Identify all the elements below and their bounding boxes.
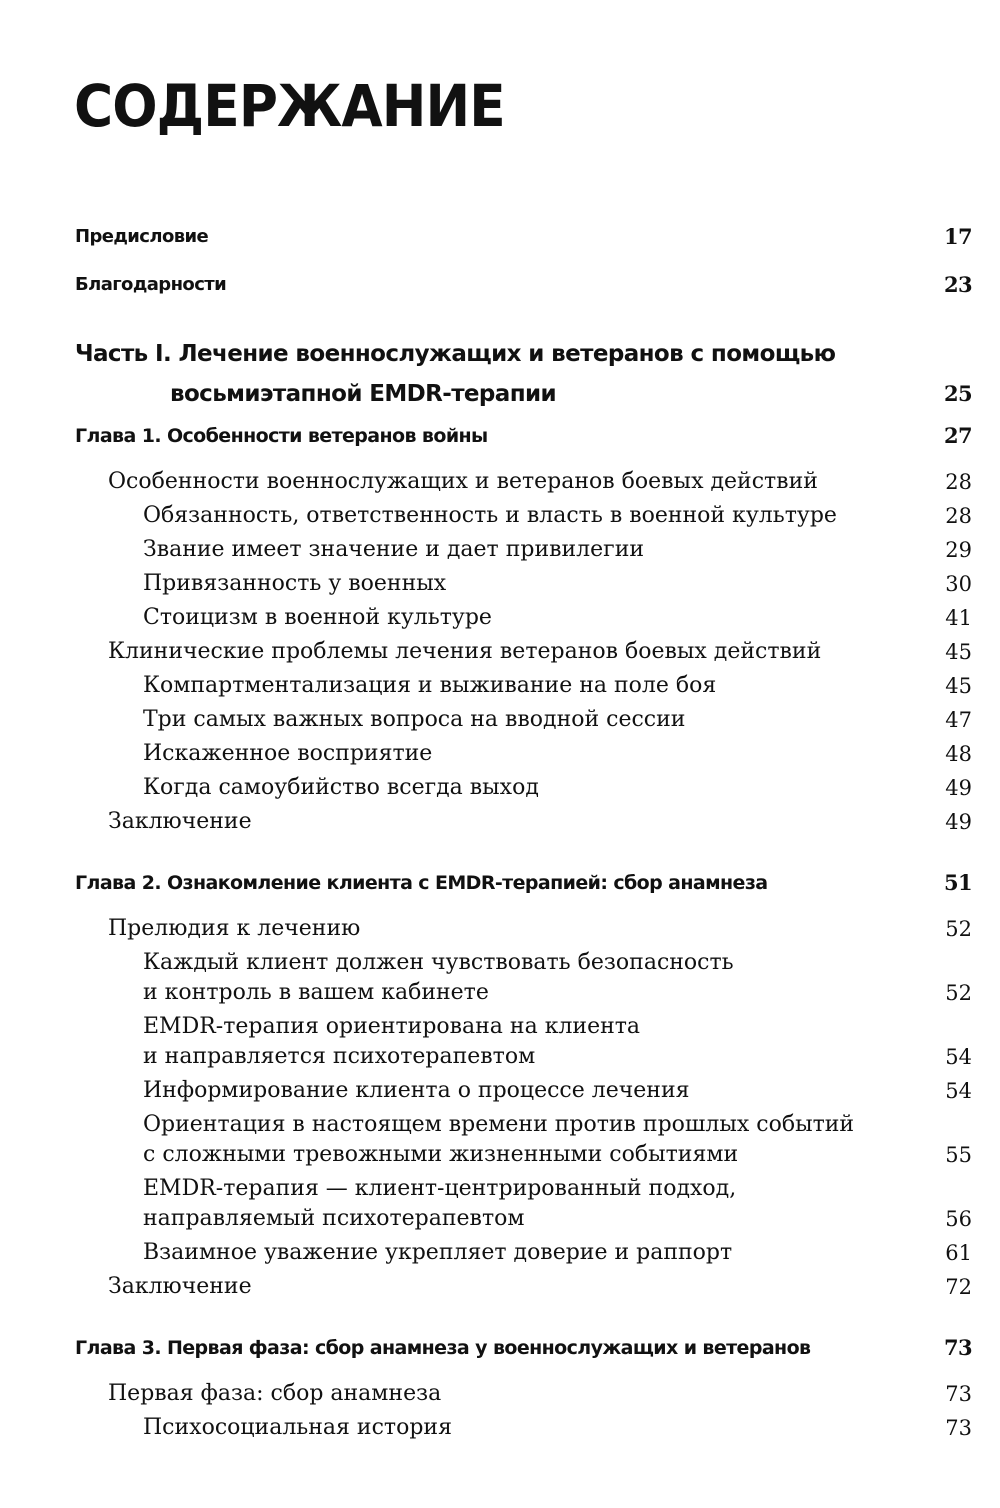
toc-entry-title — [0, 1076, 945, 1106]
toc-page-number: 28 — [945, 504, 972, 528]
toc-entry-line: Заключение — [108, 809, 252, 834]
toc-entry-line: Первая фаза: сбор анамнеза — [108, 1381, 442, 1406]
toc-entry-line: Когда самоубийство всегда выход — [143, 775, 539, 800]
toc-page-number: 29 — [945, 538, 972, 562]
toc-page-number: 55 — [945, 1143, 972, 1167]
toc-page-number: 25 — [943, 381, 972, 406]
toc-entry-line: Клинические проблемы лечения ветеранов боевых действий — [108, 639, 822, 664]
toc-entry-l2[interactable] — [0, 737, 1000, 771]
toc-entry-line: и направляется психотерапевтом — [143, 1044, 536, 1069]
page-title: СОДЕРЖАНИЕ — [74, 72, 505, 140]
toc-entry-line: Привязанность у военных — [143, 571, 447, 596]
toc-page-number: 54 — [945, 1079, 972, 1103]
toc-entry-chapter[interactable] — [0, 421, 1000, 465]
toc-page-number: 30 — [945, 572, 972, 596]
toc-entry-title — [0, 421, 944, 451]
toc-entry-line: Часть I. Лечение военнослужащих и ветеранов с помощью — [75, 341, 836, 367]
toc-page-number: 17 — [943, 224, 972, 249]
toc-entry-line: EMDR-терапия — клиент-центрированный подход, — [143, 1176, 737, 1201]
toc-entry-line: Информирование клиента о процессе лечения — [143, 1078, 690, 1103]
toc-entry-line: и контроль в вашем кабинете — [143, 980, 489, 1005]
toc-page-number: 72 — [945, 1275, 972, 1299]
toc-entry-title — [0, 334, 944, 414]
toc-entry-title — [0, 1238, 945, 1268]
toc-entry-line: Благодарности — [75, 274, 227, 295]
toc-entry-title — [0, 773, 945, 803]
toc-page-number: 41 — [945, 606, 972, 630]
toc-entry-l2[interactable] — [0, 1172, 1000, 1236]
toc-page-number: 52 — [945, 981, 972, 1005]
toc-entry-line: Заключение — [108, 1274, 252, 1299]
toc-entry-l2[interactable] — [0, 1010, 1000, 1074]
toc-page-number: 49 — [945, 776, 972, 800]
toc-page-number: 52 — [945, 917, 972, 941]
toc-entry-title — [0, 603, 945, 633]
toc-entry-l1[interactable] — [0, 465, 1000, 499]
toc-entry-line: Глава 2. Ознакомление клиента с EMDR-терапией: сбор анамнеза — [75, 872, 768, 894]
toc-entry-title — [0, 1012, 945, 1072]
toc-page-number: 54 — [945, 1045, 972, 1069]
toc-entry-line: с сложными тревожными жизненными событиями — [143, 1142, 739, 1167]
toc-entry-line: направляемый психотерапевтом — [143, 1206, 525, 1231]
toc-entry-line: Особенности военнослужащих и ветеранов боевых действий — [108, 469, 818, 494]
toc-entry-title — [0, 535, 945, 565]
toc-entry-l1[interactable] — [0, 912, 1000, 946]
toc-entry-title — [0, 637, 945, 667]
toc-entry-title — [0, 739, 945, 769]
toc-entry-l2[interactable] — [0, 601, 1000, 635]
toc-page-number: 73 — [943, 1335, 972, 1360]
toc-entry-line: Ориентация в настоящем времени против прошлых событий — [143, 1112, 855, 1137]
toc-page-number: 45 — [945, 674, 972, 698]
toc-entry-title — [0, 222, 944, 252]
toc-entry-title — [0, 1379, 945, 1409]
toc-entry-title — [0, 807, 945, 837]
toc-entry-title — [0, 1333, 944, 1363]
toc-entry-line: Глава 3. Первая фаза: сбор анамнеза у военнослужащих и ветеранов — [75, 1337, 811, 1359]
toc-page-number: 48 — [945, 742, 972, 766]
toc-entry-line: Психосоциальная история — [143, 1415, 452, 1440]
toc-entry-title — [0, 1413, 945, 1443]
toc-entry-l2[interactable] — [0, 1108, 1000, 1172]
toc-entry-title — [0, 868, 944, 898]
toc-entry-line: Каждый клиент должен чувствовать безопасность — [143, 950, 734, 975]
toc-page-number: 51 — [943, 870, 972, 895]
toc-entry-title — [0, 705, 945, 735]
toc-page-number: 45 — [945, 640, 972, 664]
toc-entry-chapter[interactable] — [0, 868, 1000, 912]
toc-entry-l2[interactable] — [0, 1411, 1000, 1445]
table-of-contents — [0, 222, 1000, 1445]
toc-entry-line: Взаимное уважение укрепляет доверие и раппорт — [143, 1240, 733, 1265]
toc-entry-line: EMDR-терапия ориентирована на клиента — [143, 1014, 641, 1039]
toc-entry-front[interactable] — [0, 222, 1000, 270]
toc-entry-l2[interactable] — [0, 499, 1000, 533]
toc-page-number: 47 — [945, 708, 972, 732]
toc-entry-line: Искаженное восприятие — [143, 741, 433, 766]
toc-entry-l2[interactable] — [0, 567, 1000, 601]
toc-entry-l1[interactable] — [0, 1270, 1000, 1304]
toc-entry-l2[interactable] — [0, 771, 1000, 805]
toc-entry-front[interactable] — [0, 270, 1000, 334]
toc-page-number: 61 — [945, 1241, 972, 1265]
toc-entry-l1[interactable] — [0, 635, 1000, 669]
toc-entry-line: Предисловие — [75, 226, 209, 247]
toc-page-number: 73 — [945, 1416, 972, 1440]
toc-entry-line: Прелюдия к лечению — [108, 916, 361, 941]
toc-entry-line: Глава 1. Особенности ветеранов войны — [75, 425, 488, 447]
toc-entry-part[interactable] — [0, 334, 1000, 421]
toc-entry-title — [0, 1110, 945, 1170]
toc-entry-title — [0, 671, 945, 701]
toc-entry-l2[interactable] — [0, 533, 1000, 567]
toc-entry-chapter[interactable] — [0, 1333, 1000, 1377]
toc-entry-line: Три самых важных вопроса на вводной сессии — [143, 707, 686, 732]
toc-entry-line: восьмиэтапной EMDR-терапии — [170, 381, 557, 407]
toc-page-number: 23 — [943, 272, 972, 297]
toc-page-number: 27 — [943, 423, 972, 448]
toc-page-number: 73 — [945, 1382, 972, 1406]
toc-entry-title — [0, 948, 945, 1008]
toc-page-number: 49 — [945, 810, 972, 834]
toc-entry-l1[interactable] — [0, 1377, 1000, 1411]
toc-entry-title — [0, 914, 945, 944]
toc-entry-title — [0, 501, 945, 531]
toc-entry-line: Обязанность, ответственность и власть в военной культуре — [143, 503, 837, 528]
toc-entry-l2[interactable] — [0, 946, 1000, 1010]
toc-entry-line: Компартментализация и выживание на поле боя — [143, 673, 717, 698]
toc-entry-l2[interactable] — [0, 1236, 1000, 1270]
toc-entry-title — [0, 569, 945, 599]
toc-entry-l1[interactable] — [0, 805, 1000, 839]
toc-page-number: 28 — [945, 470, 972, 494]
toc-entry-title — [0, 1174, 945, 1234]
toc-entry-l2[interactable] — [0, 703, 1000, 737]
toc-page-number: 56 — [945, 1207, 972, 1231]
toc-entry-l2[interactable] — [0, 1074, 1000, 1108]
toc-entry-title — [0, 467, 945, 497]
toc-entry-line: Звание имеет значение и дает привилегии — [143, 537, 645, 562]
toc-entry-l2[interactable] — [0, 669, 1000, 703]
toc-entry-line: Стоицизм в военной культуре — [143, 605, 492, 630]
toc-entry-title — [0, 1272, 945, 1302]
toc-entry-title — [0, 270, 944, 300]
